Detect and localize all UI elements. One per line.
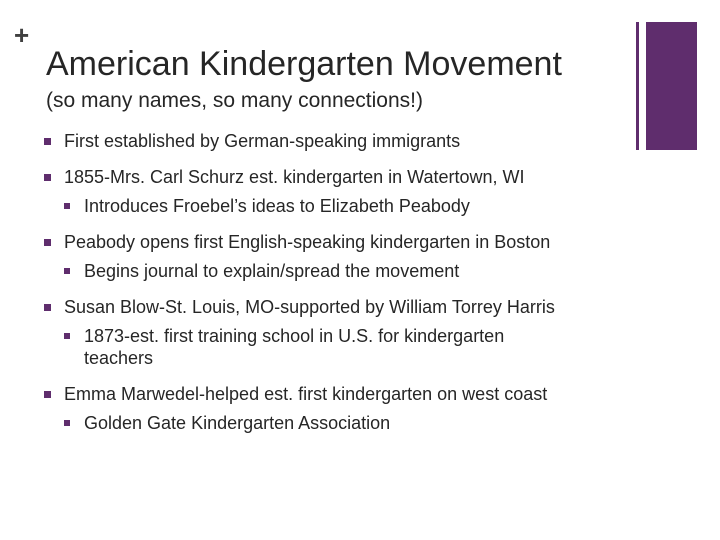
bullet-item (44, 130, 624, 152)
square-bullet-icon (44, 304, 51, 311)
square-sub-bullet-icon (64, 203, 70, 209)
bullet-text: First established by German-speaking immigrants (64, 131, 461, 151)
accent-bar-thick (646, 22, 697, 150)
bullet-text: 1855-Mrs. Carl Schurz est. kindergarten in Watertown, WI (64, 167, 525, 187)
square-bullet-icon (44, 239, 51, 246)
sub-bullet-text: Introduces Froebel’s ideas to Elizabeth Peabody (84, 196, 470, 216)
sub-bullet-item (64, 412, 544, 434)
square-bullet-icon (44, 391, 51, 398)
square-sub-bullet-icon (64, 268, 70, 274)
sub-bullet-text: Golden Gate Kindergarten Association (84, 413, 391, 433)
accent-bar-thin (636, 22, 639, 150)
bullet-item (44, 296, 624, 369)
bullet-text: Susan Blow-St. Louis, MO-supported by William Torrey Harris (64, 297, 555, 317)
sub-bullet-list (64, 195, 624, 217)
sub-bullet-text: Begins journal to explain/spread the movement (84, 261, 460, 281)
sub-bullet-list (64, 260, 624, 282)
bullet-text: Emma Marwedel-helped est. first kindergarten on west coast (64, 384, 548, 404)
sub-bullet-list (64, 412, 624, 434)
square-sub-bullet-icon (64, 420, 70, 426)
bullet-item (44, 383, 624, 434)
bullet-text: Peabody opens first English-speaking kindergarten in Boston (64, 232, 551, 252)
bullet-item (44, 231, 624, 282)
square-bullet-icon (44, 138, 51, 145)
sub-bullet-item (64, 195, 544, 217)
slide-title: American Kindergarten Movement (46, 45, 562, 83)
square-sub-bullet-icon (64, 333, 70, 339)
sub-bullet-list (64, 325, 624, 369)
sub-bullet-item (64, 260, 544, 282)
sub-bullet-text: 1873-est. first training school in U.S. for kindergarten teachers (84, 326, 505, 368)
slide-subtitle: (so many names, so many connections!) (46, 89, 423, 112)
plus-icon: + (14, 20, 30, 50)
bullet-item (44, 166, 624, 217)
square-bullet-icon (44, 174, 51, 181)
bullet-list (44, 130, 624, 448)
sub-bullet-item (64, 325, 544, 369)
